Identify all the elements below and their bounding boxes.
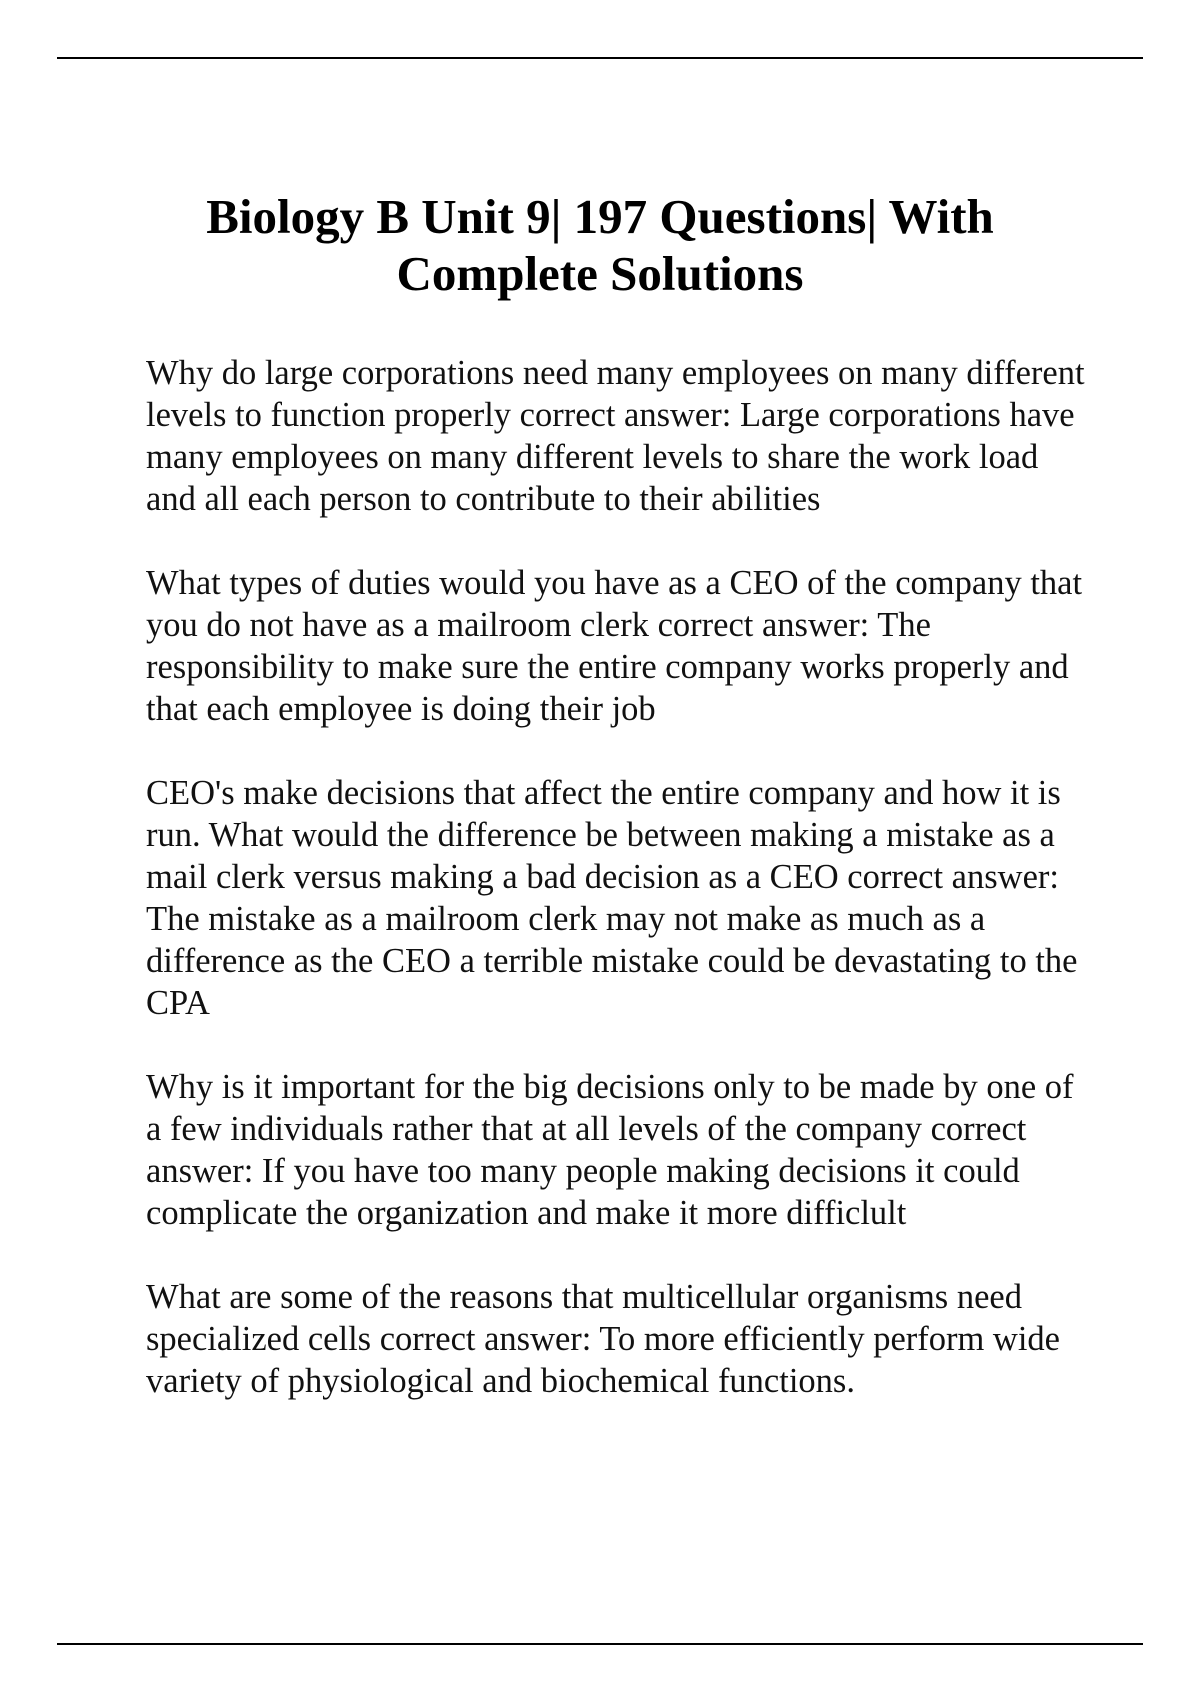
header-rule — [57, 57, 1143, 59]
qa-item-1: Why do large corporations need many employees on many different levels to function properly correct answer: Large corporations have many employees on many different levels to share the work load and all each person to contribute to their abilities — [146, 354, 1085, 518]
qa-item-3: CEO's make decisions that affect the entire company and how it is run. What would the difference be between making a mistake as a mail clerk versus making a bad decision as a CEO correct answer: The mistake as a mailroom clerk may not make as much as a difference as the CEO a terrible mistake could be devastating to the CPA — [146, 774, 1078, 1022]
footer-rule — [57, 1643, 1143, 1645]
document-title: Biology B Unit 9| 197 Questions| With Complete Solutions — [206, 189, 994, 301]
qa-item-2: What types of duties would you have as a CEO of the company that you do not have as a mailroom clerk correct answer: The responsibility to make sure the entire company works properly and that each employee is doing their job — [146, 564, 1083, 728]
qa-item-5: What are some of the reasons that multicellular organisms need specialized cells correct answer: To more efficiently perform wide variety of physiological and biochemical functions. — [146, 1278, 1060, 1400]
qa-item-4: Why is it important for the big decisions only to be made by one of a few individuals rather that at all levels of the company correct answer: If you have too many people making decisions it could complicate the organization and make it more difficlult — [146, 1068, 1074, 1232]
document-body — [146, 352, 1096, 1444]
